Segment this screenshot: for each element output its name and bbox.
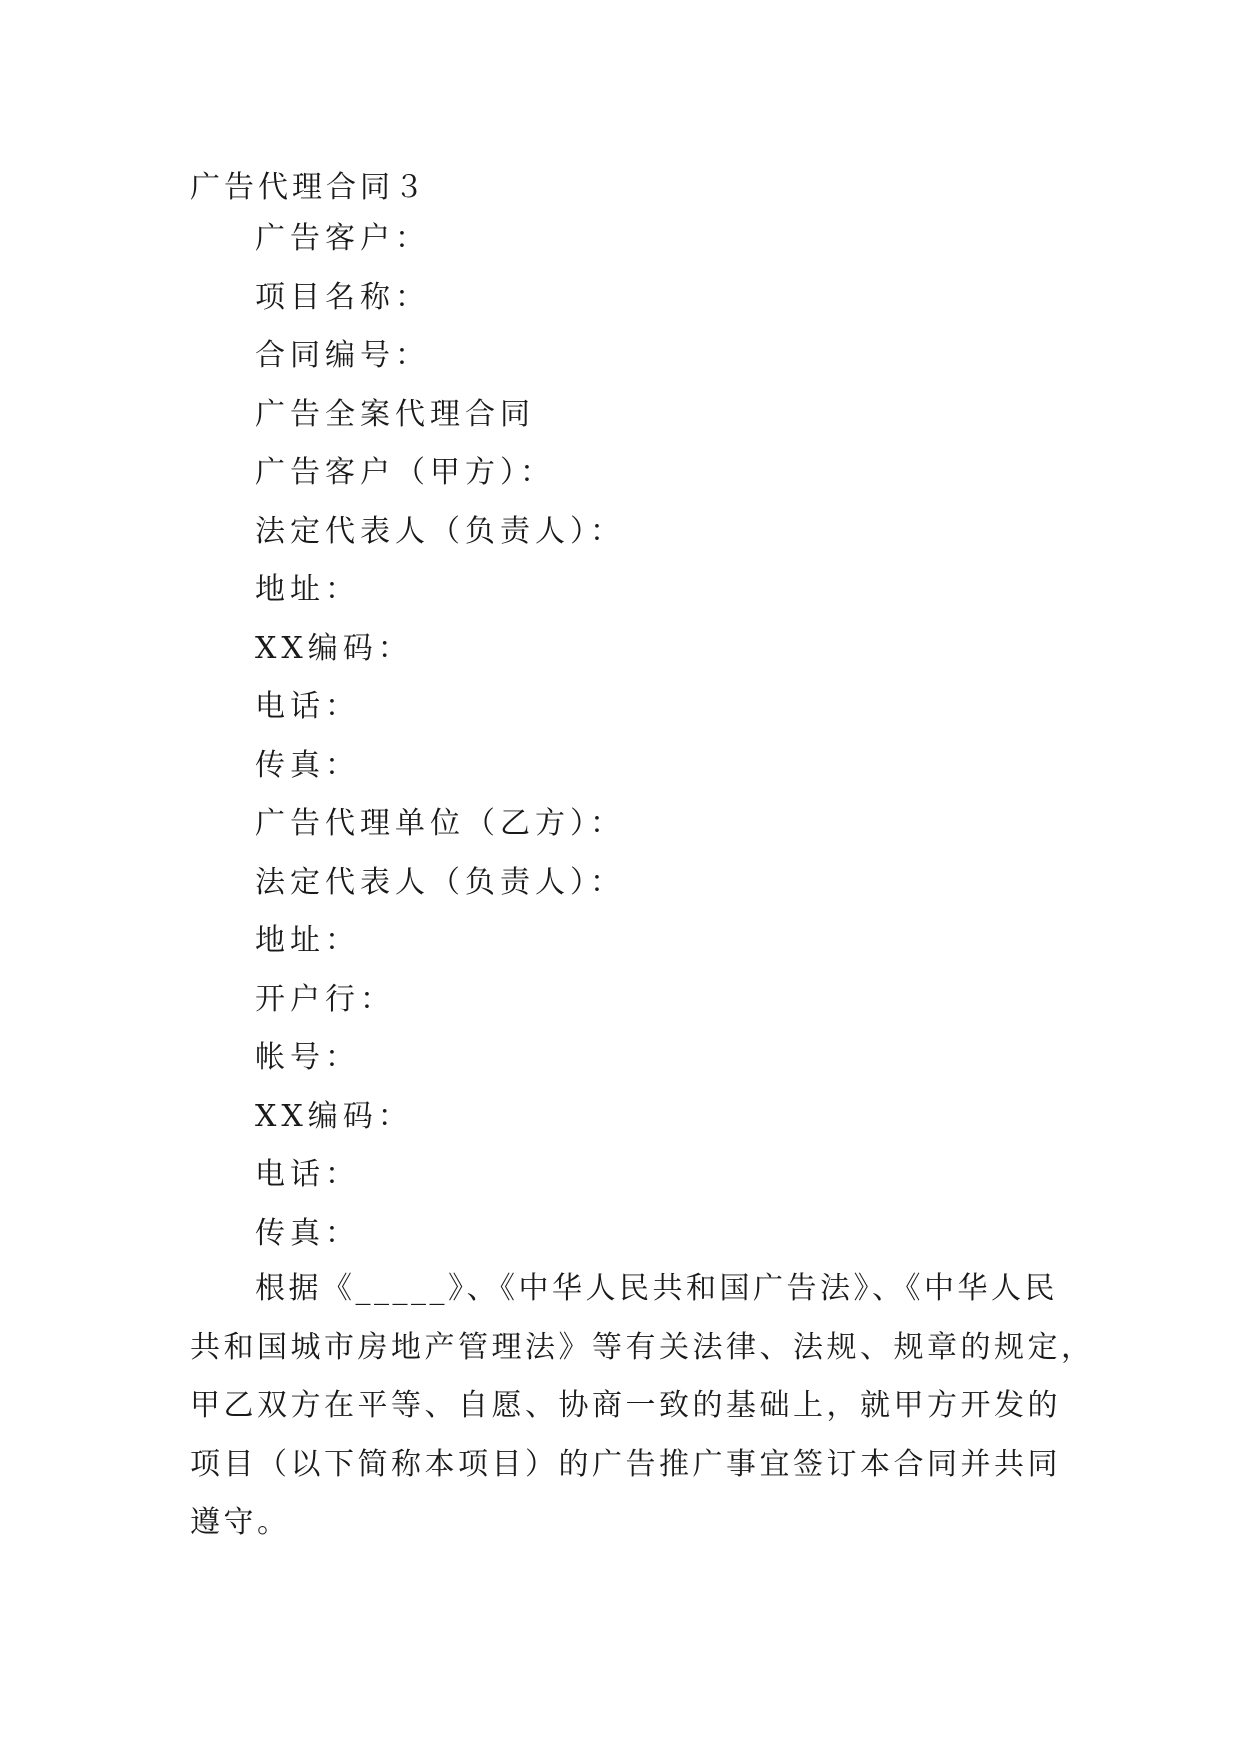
field-party-b-fax: 传真： — [255, 1215, 360, 1251]
field-party-a-address: 地址： — [255, 572, 360, 607]
paragraph-line: 遵守。 — [190, 1505, 291, 1540]
field-party-b: 广告代理单位（乙方）： — [255, 806, 625, 841]
document-title: 广告代理合同３ — [190, 170, 428, 205]
field-party-b-address: 地址： — [255, 923, 360, 958]
field-party-a-legal-rep: 法定代表人（负责人）： — [255, 513, 625, 549]
field-party-b-phone: 电话： — [255, 1157, 360, 1192]
field-project-name: 项目名称： — [255, 279, 430, 315]
contract-preamble-paragraph — [190, 1260, 1095, 1553]
paragraph-line: 项目（以下简称本项目）的广告推广事宜签订本合同并共同 — [190, 1446, 1061, 1482]
paragraph-line: 共和国城市房地产管理法》等有关法律、法规、规章的规定， — [190, 1329, 1095, 1365]
field-party-b-legal-rep: 法定代表人（负责人）： — [255, 864, 625, 900]
paragraph-line: 根据《_____》、《中华人民共和国广告法》、《中华人民 — [255, 1271, 1058, 1306]
field-party-a-phone: 电话： — [255, 689, 360, 724]
field-party-a-fax: 传真： — [255, 747, 360, 783]
field-party-b-bank: 开户行： — [255, 981, 395, 1017]
contract-field-list — [255, 219, 625, 1272]
field-ad-client: 广告客户： — [255, 221, 430, 256]
field-party-b-postcode: XX编码： — [255, 1098, 413, 1134]
field-party-b-account: 帐号： — [255, 1040, 360, 1075]
contract-subtitle: 广告全案代理合同 — [255, 396, 535, 432]
field-contract-number: 合同编号： — [255, 338, 430, 373]
field-party-a: 广告客户（甲方）： — [255, 455, 555, 490]
paragraph-line: 甲乙双方在平等、自愿、协商一致的基础上，就甲方开发的 — [190, 1388, 1061, 1423]
field-party-a-postcode: XX编码： — [255, 630, 413, 666]
